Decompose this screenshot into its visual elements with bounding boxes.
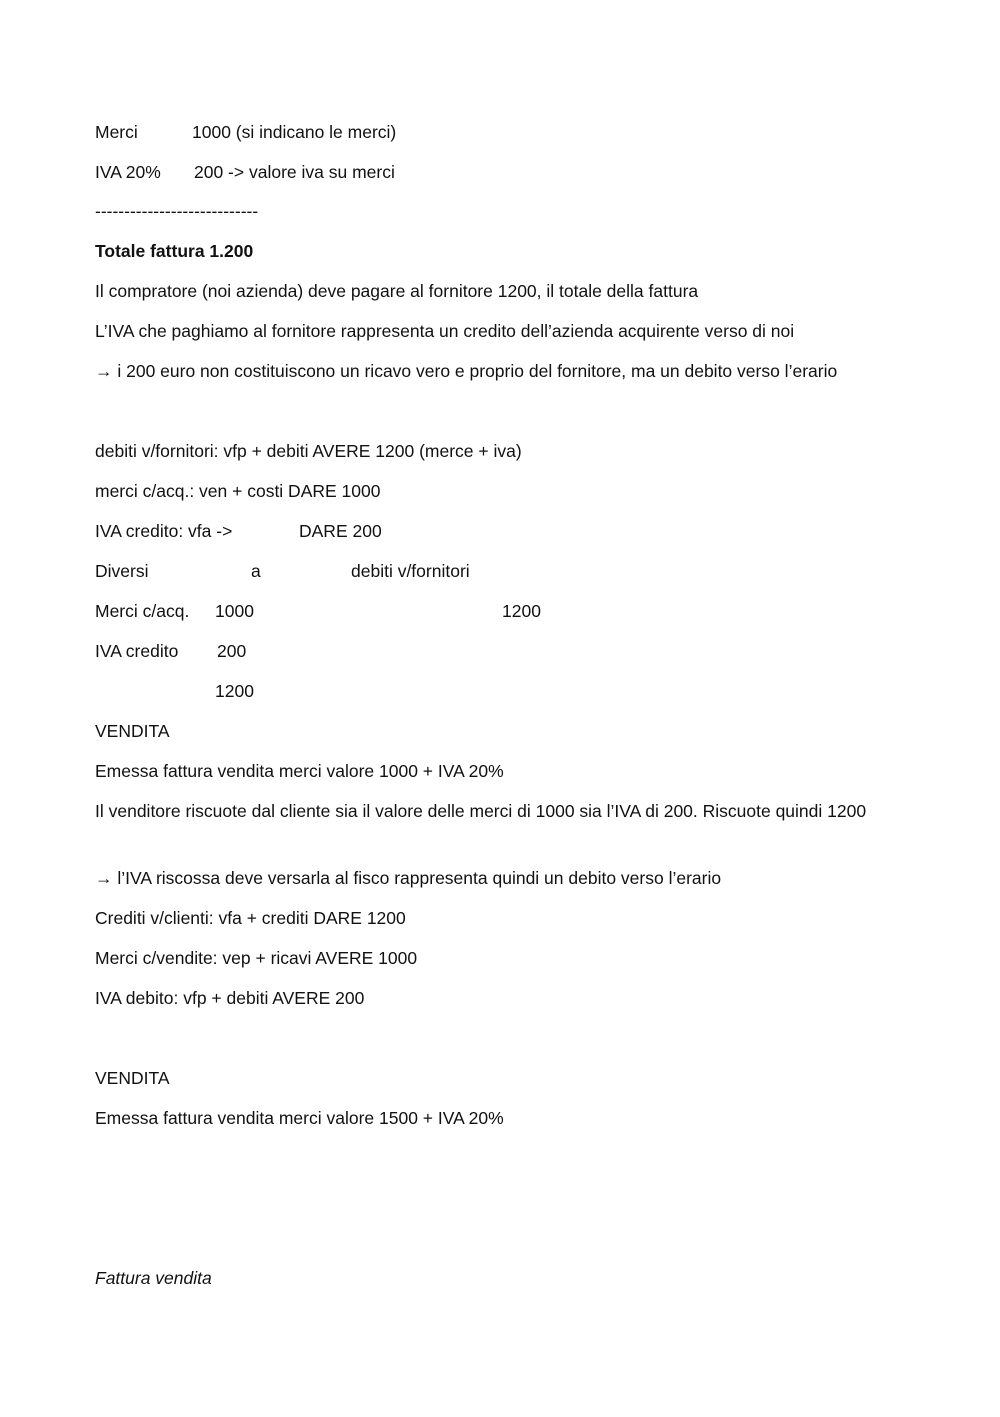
account-line: Crediti v/clienti: vfa + crediti DARE 1200 [95,908,406,928]
sale-invoice: Emessa fattura vendita merci valore 1000 + IVA 20% [95,761,504,781]
paragraph: → i 200 euro non costituiscono un ricavo vero e proprio del fornitore, ma un debito verso l’erario [95,361,838,381]
account-label: IVA credito: vfa -> [95,521,233,541]
invoice-total: Totale fattura 1.200 [95,241,254,261]
sale-note: → l’IVA riscossa deve versarla al fisco rappresenta quindi un debito verso l’erario [95,868,722,888]
journal-row-value: 1000 [215,601,254,621]
account-line: merci c/acq.: ven + costi DARE 1000 [95,481,381,501]
account-value: DARE 200 [299,521,382,541]
journal-row-value: 200 [217,641,247,661]
section-heading: VENDITA [95,1068,170,1088]
invoice-label: IVA 20% [95,162,161,182]
footer-italic-heading: Fattura vendita [95,1268,212,1288]
sale-paragraph: Il venditore riscuote dal cliente sia il valore delle merci di 1000 sia l’IVA di 200. Riscuote quindi 1200 [95,801,867,821]
journal-debit-label: Diversi [95,561,149,581]
journal-row-credit: 1200 [502,601,541,621]
invoice-value: 1000 (si indicano le merci) [192,122,397,142]
separator-line: ---------------------------- [95,201,259,221]
paragraph: Il compratore (noi azienda) deve pagare al fornitore 1200, il totale della fattura [95,281,699,301]
journal-row-label: IVA credito [95,641,179,661]
journal-total-value: 1200 [215,681,254,701]
journal-credit-label: debiti v/fornitori [351,561,470,581]
account-line: Merci c/vendite: vep + ricavi AVERE 1000 [95,948,418,968]
invoice-label: Merci [95,122,138,142]
sale-invoice: Emessa fattura vendita merci valore 1500 + IVA 20% [95,1108,504,1128]
journal-row-label: Merci c/acq. [95,601,190,621]
journal-a: a [251,561,261,581]
section-heading: VENDITA [95,721,170,741]
invoice-value: 200 -> valore iva su merci [194,162,395,182]
account-line: debiti v/fornitori: vfp + debiti AVERE 1200 (merce + iva) [95,441,522,461]
account-line: IVA debito: vfp + debiti AVERE 200 [95,988,365,1008]
paragraph: L’IVA che paghiamo al fornitore rappresenta un credito dell’azienda acquirente verso di noi [95,321,795,341]
